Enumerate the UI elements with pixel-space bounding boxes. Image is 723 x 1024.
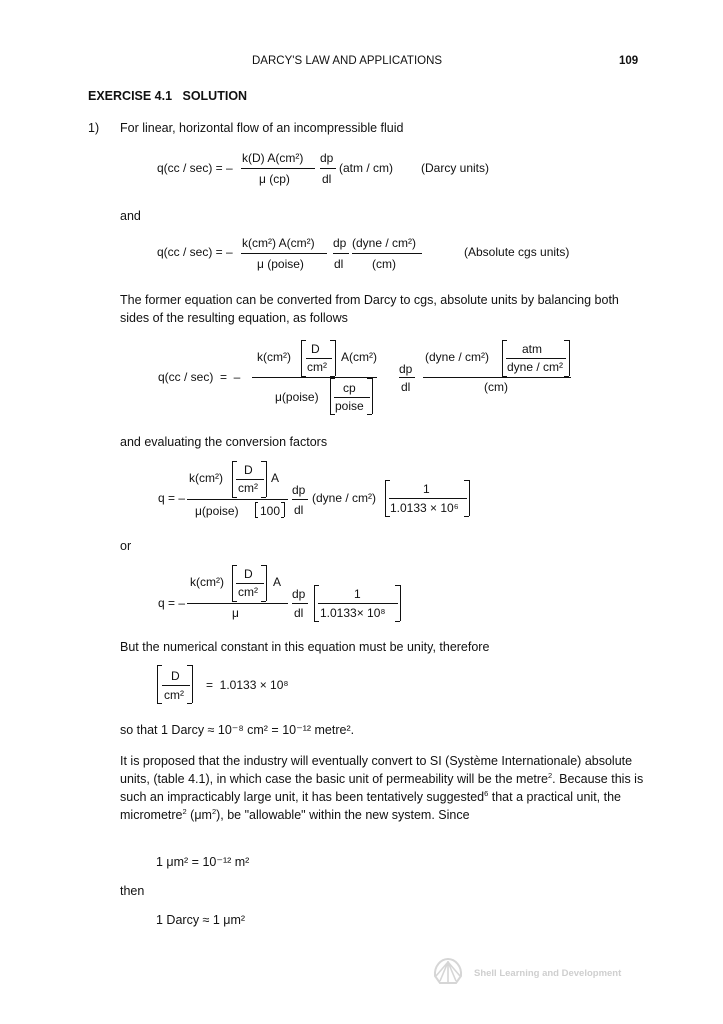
eq3-cp: cp <box>343 381 356 395</box>
page-number: 109 <box>619 55 639 67</box>
eq2-unit-numerator: (dyne / cm²) <box>352 236 417 250</box>
eq3-bracket-right <box>335 340 336 376</box>
eq5-dl: dl <box>294 606 304 620</box>
para4-text-2: . Because this is such an impracticably large unit, it has been tentatively suggested <box>120 772 644 804</box>
para4-text-4: (μm <box>186 808 212 822</box>
eq1-fraction-bar <box>241 168 315 169</box>
eq4-hundred-right <box>284 502 285 517</box>
eq2-dl: dl <box>334 257 344 271</box>
para4-ref-6: 6 <box>484 789 489 798</box>
eq5-bracket2-right-bottom <box>395 621 400 622</box>
eq2-unit-bar <box>352 253 422 254</box>
eq3-main-bar <box>252 377 377 378</box>
eq4-hundred: 100 <box>260 504 281 518</box>
intro-text: For linear, horizontal flow of an incompressible fluid <box>120 121 404 135</box>
eq6-cm2: cm² <box>164 688 184 702</box>
eq1-denominator: μ (cp) <box>259 172 290 186</box>
eq3-lhs: q(cc / sec) = – <box>158 370 241 384</box>
eq1-units: (atm / cm) <box>339 161 393 175</box>
eq3-bracket3-right-top <box>564 340 569 341</box>
eq5-bracket-left-bottom <box>232 601 237 602</box>
eq3-k: k(cm²) <box>257 350 291 364</box>
eq4-denominator: μ(poise) <box>195 504 239 518</box>
para4-sup-2: 2 <box>548 771 553 780</box>
eq4-hundred-left-top <box>255 502 258 503</box>
eq4-A: A <box>271 471 280 485</box>
eq2-numerator: k(cm²) A(cm²) <box>242 236 315 250</box>
item-number: 1) <box>88 121 100 135</box>
eq4-hundred-right-top <box>281 502 284 503</box>
eq4-bracket-right-bottom <box>261 497 266 498</box>
eq5-D-bar <box>236 583 264 584</box>
eq3-atm: atm <box>522 342 543 356</box>
eq2-denominator: μ (poise) <box>257 257 304 271</box>
eq4-one: 1 <box>423 482 430 496</box>
para4-text-3: that a practical unit, the micrometre <box>120 790 621 822</box>
eq2-note: (Absolute cgs units) <box>464 245 570 259</box>
shell-logo-icon <box>432 956 464 988</box>
darcy-micrometre-equation: 1 Darcy ≈ 1 μm² <box>156 913 246 927</box>
eq3-dp: dp <box>399 362 413 376</box>
eq3-bracket2-right-bottom <box>367 414 372 415</box>
eq5-cm2: cm² <box>238 585 258 599</box>
eq5-lhs: q = – <box>158 596 186 610</box>
eq4-bracket-left-bottom <box>232 497 237 498</box>
eq3-bracket-left <box>301 340 302 376</box>
eq4-constant: 1.0133 × 10⁶ <box>390 501 459 515</box>
eq5-bracket-right-top <box>261 565 266 566</box>
eq1-numerator: k(D) A(cm²) <box>242 151 304 165</box>
eq6-D-bar <box>162 685 190 686</box>
eq5-bracket-left <box>232 565 233 601</box>
eq4-hundred-right-bottom <box>281 517 284 518</box>
eq1-note: (Darcy units) <box>421 161 490 175</box>
eq6-bracket-left <box>157 665 158 703</box>
eq3-D-bar <box>306 358 332 359</box>
eq3-bracket-right-top <box>330 340 335 341</box>
paragraph-evaluating: and evaluating the conversion factors <box>120 435 328 449</box>
eq3-dyne: (dyne / cm²) <box>425 350 490 364</box>
para4-sup-2b: 2 <box>182 807 187 816</box>
section-title: EXERCISE 4.1 SOLUTION <box>88 89 248 103</box>
eq5-bracket2-left <box>314 585 315 621</box>
eq4-bracket-left-top <box>232 461 237 462</box>
eq2-dp: dp <box>333 236 347 250</box>
eq5-bracket2-right-top <box>395 585 400 586</box>
eq6-bracket-right-top <box>187 665 192 666</box>
eq4-one-bar <box>389 498 467 499</box>
eq4-dl: dl <box>294 503 304 517</box>
eq4-hundred-left-bottom <box>255 517 258 518</box>
eq3-D: D <box>311 342 320 356</box>
eq4-dp-bar <box>292 499 308 500</box>
eq4-bracket2-right-top <box>464 480 469 481</box>
eq3-bracket-left-top <box>301 340 306 341</box>
eq5-bracket2-left-top <box>314 585 319 586</box>
and-text: and <box>120 209 141 223</box>
eq5-D: D <box>244 567 253 581</box>
eq5-mu: μ <box>232 606 239 620</box>
eq1-dp: dp <box>320 151 334 165</box>
eq3-dyne-cm2: dyne / cm² <box>507 360 564 374</box>
eq6-rhs: = 1.0133 × 10⁸ <box>206 678 289 692</box>
darcy-equivalence: so that 1 Darcy ≈ 10⁻⁸ cm² = 10⁻¹² metre². <box>120 723 355 737</box>
eq3-bracket2-left <box>330 378 331 414</box>
eq4-D: D <box>244 463 253 477</box>
running-header: DARCY'S LAW AND APPLICATIONS <box>252 55 443 67</box>
eq3-bracket2-right-top <box>367 378 372 379</box>
eq2-lhs: q(cc / sec) = – <box>157 245 233 259</box>
eq4-dyne: (dyne / cm²) <box>312 491 377 505</box>
eq3-A: A(cm²) <box>341 350 377 364</box>
eq5-bracket2-right <box>400 585 401 621</box>
eq2-fraction-bar <box>241 253 327 254</box>
paragraph-conversion: The former equation can be converted from Darcy to cgs, absolute units by balancing both sides of the resulting equation, as follows <box>120 293 619 325</box>
eq4-k: k(cm²) <box>189 471 223 485</box>
para4-text-1: It is proposed that the industry will eventually convert to SI (Système Internationale) absolute units, (table 4.1), in which case the basic unit of permeability will be the metre <box>120 754 633 786</box>
eq1-lhs: q(cc / sec) = – <box>157 161 233 175</box>
paragraph-unity: But the numerical constant in this equation must be unity, therefore <box>120 640 490 654</box>
eq3-mu: μ(poise) <box>275 390 319 404</box>
eq3-cp-bar <box>334 397 370 398</box>
eq5-bracket2-left-bottom <box>314 621 319 622</box>
eq1-dl: dl <box>322 172 332 186</box>
eq5-A: A <box>273 575 282 589</box>
eq4-bracket2-left <box>385 480 386 516</box>
eq3-bracket2-left-top <box>330 378 335 379</box>
or-text: or <box>120 539 132 553</box>
eq4-D-bar <box>236 479 264 480</box>
eq3-bracket2-right <box>372 378 373 414</box>
eq4-hundred-left <box>255 502 256 517</box>
eq4-bracket2-right <box>469 480 470 516</box>
eq2-dp-bar <box>333 253 349 254</box>
para4-sup-2c: 2 <box>211 807 217 816</box>
eq3-bracket2-left-bottom <box>330 414 335 415</box>
para4-text-5: ), be "allowable" within the new system. Since <box>216 808 470 822</box>
eq5-dp: dp <box>292 587 306 601</box>
eq3-unit-bar <box>423 377 571 378</box>
eq1-dp-bar <box>320 168 336 169</box>
eq5-bracket-left-top <box>232 565 237 566</box>
eq4-lhs: q = – <box>158 491 186 505</box>
eq4-bracket2-right-bottom <box>464 516 469 517</box>
eq3-atm-bar <box>506 358 566 359</box>
eq3-cm: (cm) <box>484 380 508 394</box>
eq3-dl: dl <box>401 380 411 394</box>
eq2-unit-denominator: (cm) <box>372 257 396 271</box>
eq5-main-bar <box>187 603 288 604</box>
eq5-k: k(cm²) <box>190 575 224 589</box>
footer-brand: Shell Learning and Development <box>474 968 622 979</box>
eq5-dp-bar <box>292 603 308 604</box>
eq6-bracket-right <box>192 665 193 703</box>
eq4-dp: dp <box>292 483 306 497</box>
eq6-bracket-left-top <box>157 665 162 666</box>
eq6-D: D <box>171 669 180 683</box>
eq3-poise: poise <box>335 399 364 413</box>
eq4-bracket-right-top <box>261 461 266 462</box>
eq3-bracket3-left <box>502 340 503 376</box>
eq5-one: 1 <box>354 587 361 601</box>
eq5-one-bar <box>318 603 398 604</box>
eq4-main-bar <box>187 499 288 500</box>
eq6-bracket-left-bottom <box>157 703 162 704</box>
eq3-bracket3-right <box>569 340 570 376</box>
eq5-constant: 1.0133× 10⁸ <box>320 606 386 620</box>
eq6-bracket-right-bottom <box>187 703 192 704</box>
eq4-bracket2-left-bottom <box>385 516 390 517</box>
eq4-bracket2-left-top <box>385 480 390 481</box>
eq4-cm2: cm² <box>238 481 258 495</box>
eq4-bracket-left <box>232 461 233 497</box>
eq5-bracket-right-bottom <box>261 601 266 602</box>
eq3-bracket3-left-top <box>502 340 507 341</box>
micrometre-equation: 1 μm² = 10⁻¹² m² <box>156 855 250 869</box>
then-text: then <box>120 884 145 898</box>
paragraph-si-units <box>120 752 650 824</box>
eq3-cm2: cm² <box>307 360 327 374</box>
eq3-dp-bar <box>399 377 415 378</box>
eq5-bracket-right <box>266 565 267 601</box>
eq4-bracket-right <box>266 461 267 497</box>
